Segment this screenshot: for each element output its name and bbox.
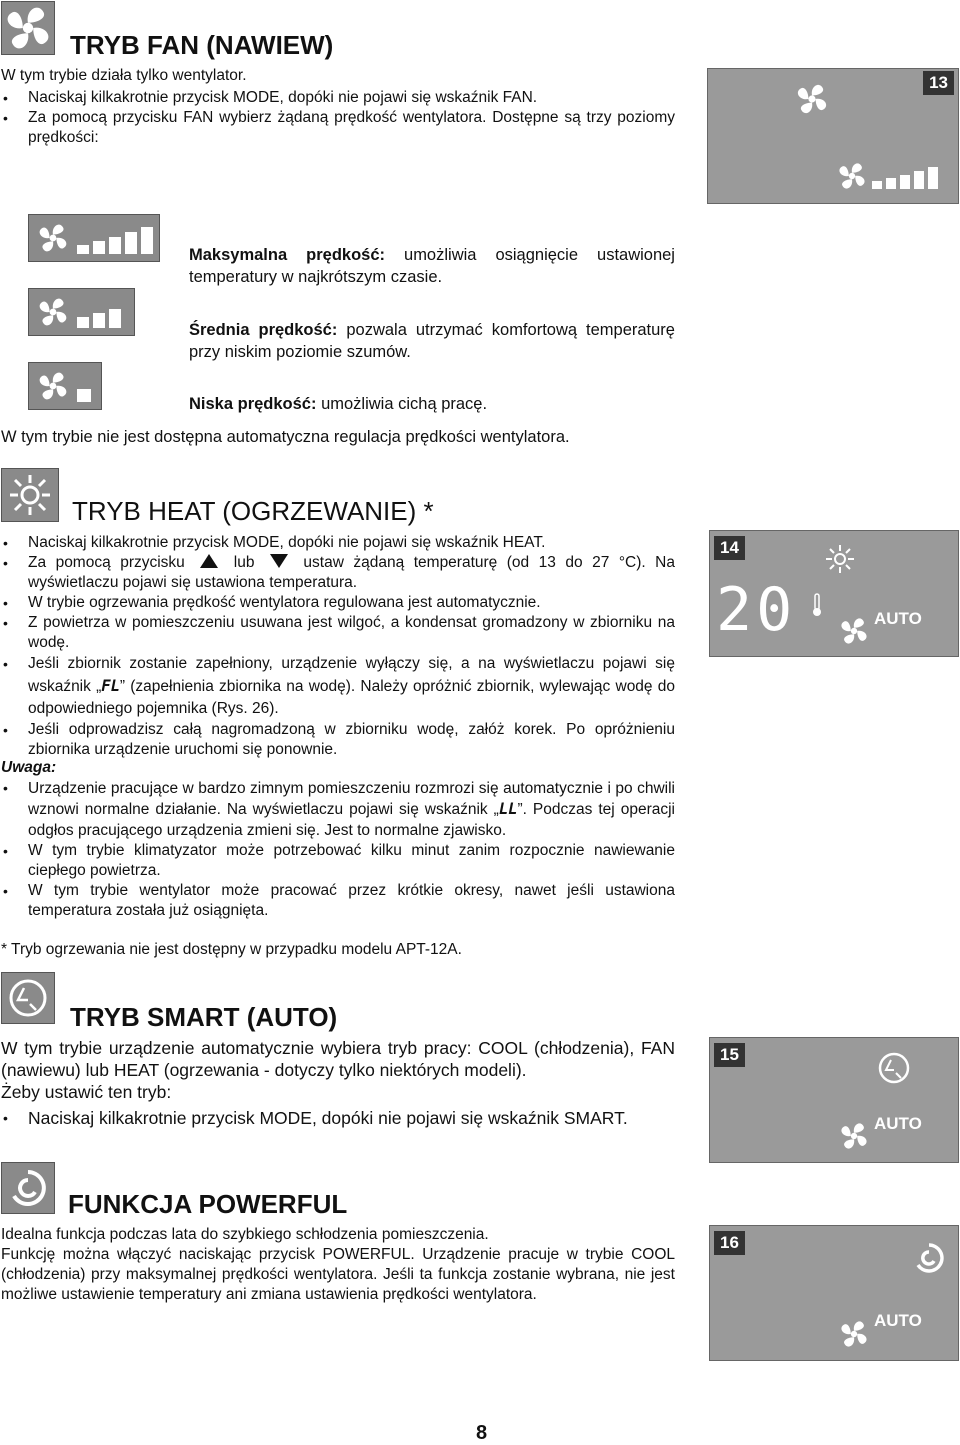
powerful-section-title: FUNKCJA POWERFUL	[68, 1189, 348, 1219]
heat-bullet-2	[1, 553, 675, 593]
fan-speed-max-description	[189, 244, 675, 288]
powerful-mode-icon	[1, 1162, 55, 1214]
fan-mode-indicator-icon	[794, 81, 830, 117]
down-arrow-icon	[270, 554, 288, 568]
fan-speed-medium-text: pozwala utrzymać komfortową temperaturę przy niskim poziomie szumów.	[189, 321, 675, 361]
display-panel-smart	[709, 1037, 959, 1163]
heat-bullet-5-post: ” (zapełnienia zbiornika na wodę). Należy opróżnić zbiornik, wylewając wodę do odpowiedniego pojemnika (Rys. 26).	[28, 678, 675, 717]
smart-indicator-icon	[876, 1050, 912, 1086]
warning-bullet-3: • W tym trybie wentylator może pracować przez krótkie okresy, nawet jeśli ustawiona temperatura została już osiągnięta.	[1, 881, 675, 921]
heat-indicator-icon	[824, 543, 856, 575]
fan-bullet-1: • Naciskaj kilkakrotnie przycisk MODE, dopóki nie pojawi się wskaźnik FAN.	[1, 88, 675, 108]
smart-mode-icon	[1, 972, 55, 1024]
warning-bullet-2: • W tym trybie klimatyzator może potrzebować kilku minut zanim rozpocznie nawiewanie ciepłego powietrza.	[1, 841, 675, 881]
fan-speed-low-icon	[28, 362, 102, 410]
page-number: 8	[476, 1422, 488, 1444]
powerful-indicator-icon	[910, 1240, 948, 1276]
figure-number-13: 13	[923, 71, 954, 95]
fan-indicator-icon	[838, 1120, 870, 1152]
heat-bullets	[1, 533, 675, 760]
smart-intro-2: Żeby ustawić ten tryb:	[1, 1082, 172, 1102]
fan-speed-medium-label: Średnia prędkość:	[189, 321, 338, 339]
heat-section-title: TRYB HEAT (OGRZEWANIE) *	[72, 496, 434, 526]
fan-intro: W tym trybie działa tylko wentylator.	[1, 67, 247, 84]
fan-bullets	[1, 88, 675, 148]
warning-bullet-1-post: ”. Podczas tej operacji odgłos pracującego urządzenia zmieni się. Jest to normalne zjawisko.	[28, 801, 675, 839]
fan-mode-icon	[1, 1, 55, 55]
fan-indicator-icon	[838, 1318, 870, 1350]
figure-number-15: 15	[714, 1043, 745, 1067]
powerful-paragraph-2: Funkcję można włączyć naciskając przycisk POWERFUL. Urządzenie pracuje w trybie COOL (chłodzenia) przy maksymalnej prędkości wentylatora. Jeśli ta funkcja zostanie wybrana, nie jest możliwe ustawienie temperatury ani zmiana ustawienia prędkości wentylatora.	[1, 1246, 675, 1303]
auto-indicator: AUTO	[874, 609, 922, 628]
display-panel-fan	[707, 68, 959, 204]
heat-bullet-2-mid: lub	[233, 554, 255, 571]
powerful-paragraph-1: Idealna funkcja podczas lata do szybkiego schłodzenia pomieszczenia.	[1, 1226, 489, 1243]
fan-speed-max-indicator-icon	[836, 159, 946, 193]
display-panel-powerful	[709, 1225, 959, 1361]
thermometer-icon	[810, 593, 824, 617]
fan-speed-low-description	[189, 393, 675, 415]
warning-label: Uwaga:	[1, 759, 57, 776]
up-arrow-icon	[200, 554, 218, 568]
heat-bullet-5-pre: Jeśli zbiornik zostanie zapełniony, urządzenie wyłączy się, a na wyświetlaczu pojawi się wskaźnik „	[28, 655, 675, 695]
smart-intro: W tym trybie urządzenie automatycznie wybiera tryb pracy: COOL (chłodzenia), FAN (nawiewu) lub HEAT (ogrzewania - dotyczy tylko niektórych modeli).	[1, 1038, 675, 1080]
warning-bullets	[1, 778, 675, 921]
warning-bullet-1-pre: Urządzenie pracujące w bardzo zimnym pomieszczeniu rozmrozi się automatycznie i po chwili wznowi normalne działanie. Na wyświetlaczu pojawi się wskaźnik „	[28, 780, 675, 818]
figure-number-14: 14	[714, 536, 745, 560]
auto-indicator: AUTO	[874, 1311, 922, 1330]
fan-speed-low-text: umożliwia cichą pracę.	[321, 395, 488, 413]
smart-bullets	[1, 1107, 675, 1129]
smart-bullet-1: • Naciskaj kilkakrotnie przycisk MODE, dopóki nie pojawi się wskaźnik SMART.	[1, 1107, 675, 1129]
figure-number-16: 16	[714, 1231, 745, 1255]
heat-bullet-1: • Naciskaj kilkakrotnie przycisk MODE, dopóki nie pojawi się wskaźnik HEAT.	[1, 533, 675, 553]
heat-bullet-3: • W trybie ogrzewania prędkość wentylatora regulowana jest automatycznie.	[1, 593, 675, 613]
fan-speed-medium-icon	[28, 288, 135, 336]
fan-auto-speed-note: W tym trybie nie jest dostępna automatyczna regulacja prędkości wentylatora.	[1, 428, 570, 446]
fan-bullet-2: • Za pomocą przycisku FAN wybierz żądaną prędkość wentylatora. Dostępne są trzy poziomy prędkości:	[1, 108, 675, 148]
heat-footnote: * Tryb ogrzewania nie jest dostępny w przypadku modelu APT-12A.	[1, 941, 462, 958]
heat-bullet-4: • Z powietrza w pomieszczeniu usuwana jest wilgoć, a kondensat gromadzony w zbiorniku na wodę.	[1, 613, 675, 653]
heat-bullet-2-pre: Za pomocą przycisku	[28, 554, 185, 571]
temperature-display: 20	[716, 575, 797, 645]
heat-bullet-2-post: ustaw żądaną temperaturę (od 13 do 27 °C). Na wyświetlaczu pojawi się ustawiona temperatura.	[28, 554, 675, 591]
defrost-code: LL	[498, 800, 518, 818]
fan-section-title: TRYB FAN (NAWIEW)	[70, 30, 334, 60]
heat-bullet-5	[1, 653, 675, 720]
fan-speed-max-icon	[28, 214, 160, 262]
heat-mode-icon	[1, 468, 59, 522]
full-tank-code: FL	[101, 677, 120, 695]
fan-speed-low-label: Niska prędkość:	[189, 395, 317, 413]
auto-indicator: AUTO	[874, 1114, 922, 1133]
fan-speed-medium-description	[189, 319, 675, 363]
warning-bullet-1	[1, 778, 675, 841]
fan-speed-max-label: Maksymalna prędkość:	[189, 246, 385, 264]
fan-indicator-icon	[838, 615, 870, 647]
display-panel-heat	[709, 530, 959, 657]
fan-speed-max-text: umożliwia osiągnięcie ustawionej temperatury w najkrótszym czasie.	[189, 246, 675, 286]
heat-bullet-6: • Jeśli odprowadzisz całą nagromadzoną w zbiorniku wodę, załóż korek. Po opróżnieniu zbiornika urządzenie uruchomi się ponownie.	[1, 720, 675, 760]
smart-section-title: TRYB SMART (AUTO)	[70, 1002, 338, 1032]
